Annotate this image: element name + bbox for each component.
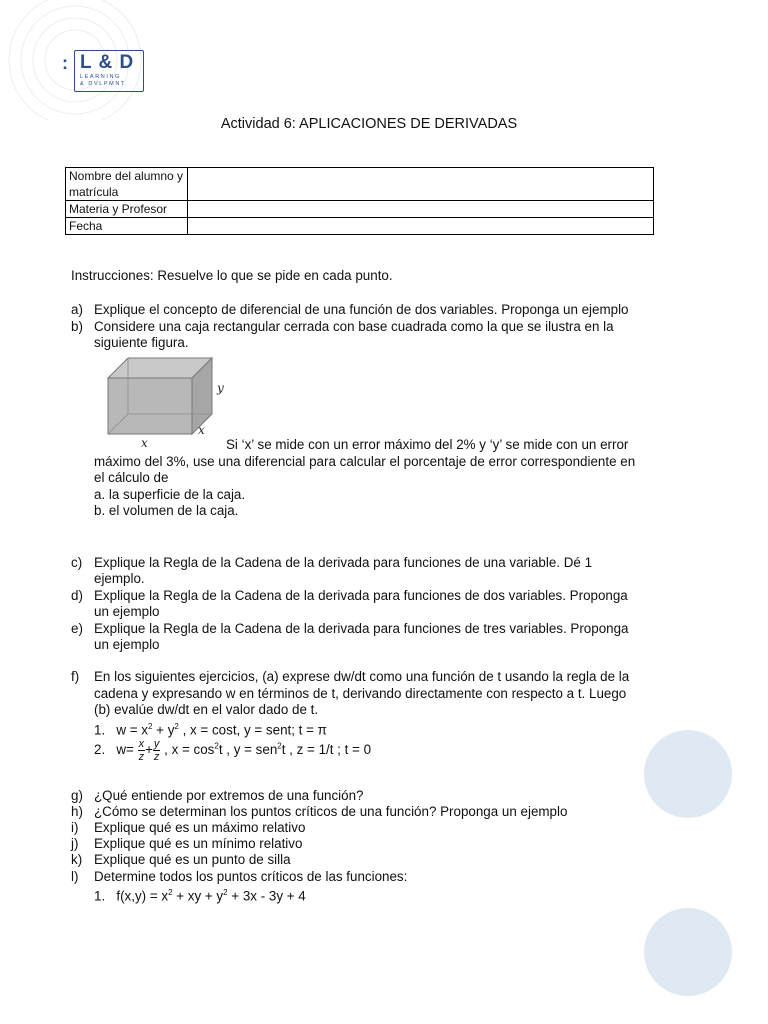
exercise-l1 bbox=[94, 885, 306, 905]
fraction-denominator: z bbox=[138, 751, 145, 763]
logo-sub-text bbox=[80, 74, 128, 87]
exponent: 2 bbox=[277, 741, 282, 751]
item-f-line: cadena y expresando w en términos de t, derivando directamente con respecto a t. Luego bbox=[94, 686, 627, 701]
item-h-line: ¿Cómo se determinan los puntos críticos de una función? Proponga un ejemplo bbox=[94, 804, 568, 819]
item-d-line: Explique la Regla de la Cadena de la derivada para funciones de dos variables. Proponga bbox=[94, 588, 628, 603]
exponent: 2 bbox=[174, 722, 179, 731]
formula-part: , x = cos bbox=[164, 742, 215, 758]
logo-box bbox=[74, 50, 144, 92]
table-label: Nombre del alumno y matrícula bbox=[66, 168, 188, 201]
formula-part: w = x bbox=[116, 722, 148, 738]
fraction-denominator: z bbox=[153, 751, 160, 763]
figure-label-x-front: x bbox=[141, 436, 148, 450]
formula-part: + y bbox=[152, 722, 175, 738]
exercise-number: 2. bbox=[94, 742, 106, 758]
fraction-numerator: y bbox=[153, 738, 160, 750]
exercise-number: 1. bbox=[94, 722, 106, 738]
formula-part: + bbox=[145, 742, 153, 758]
item-g-line: ¿Qué entiende por extremos de una función? bbox=[94, 788, 364, 803]
logo-sub-line2: & DVLPMNT. bbox=[80, 80, 129, 87]
item-b-line: b. el volumen de la caja. bbox=[94, 503, 239, 518]
item-c-line: Explique la Regla de la Cadena de la derivada para funciones de una variable. Dé 1 bbox=[94, 555, 593, 570]
item-k-line: Explique qué es un punto de silla bbox=[94, 852, 291, 867]
name-field[interactable] bbox=[188, 168, 654, 201]
exercise-f2 bbox=[94, 738, 371, 763]
formula-part: w= bbox=[116, 742, 134, 758]
item-marker: i) bbox=[71, 820, 79, 835]
instructions: Instrucciones: Resuelve lo que se pide en cada punto. bbox=[71, 268, 393, 283]
logo-sub-line1: LEARNING bbox=[80, 74, 121, 80]
fraction-numerator: x bbox=[138, 738, 145, 750]
item-c-line: ejemplo. bbox=[94, 571, 145, 586]
item-b-line: máximo del 3%, use una diferencial para calcular el porcentaje de error correspondiente en bbox=[94, 454, 636, 469]
formula-part: , x = cost, y = sent; t = π bbox=[178, 722, 327, 738]
table-row bbox=[66, 201, 654, 218]
formula-part: t , z = 1/t ; t = 0 bbox=[281, 742, 372, 758]
figure-label-x-side: x bbox=[198, 423, 205, 437]
item-marker: c) bbox=[71, 555, 83, 570]
exponent: 2 bbox=[214, 741, 219, 751]
table-row bbox=[66, 168, 654, 201]
item-marker: f) bbox=[71, 669, 80, 684]
table-row bbox=[66, 218, 654, 235]
item-e-line: Explique la Regla de la Cadena de la derivada para funciones de tres variables. Proponga bbox=[94, 621, 629, 636]
table-label: Materia y Profesor bbox=[66, 201, 188, 218]
item-b-line: siguiente figura. bbox=[94, 335, 189, 350]
figure-label-y: y bbox=[217, 381, 224, 395]
item-j-line: Explique qué es un mínimo relativo bbox=[94, 836, 303, 851]
item-b-line: a. la superficie de la caja. bbox=[94, 487, 246, 502]
item-marker: g) bbox=[71, 788, 83, 803]
exponent: 2 bbox=[223, 888, 228, 897]
formula-part: t , y = sen bbox=[218, 742, 278, 758]
item-marker: e) bbox=[71, 621, 83, 636]
formula-part: + 3x - 3y + 4 bbox=[227, 888, 306, 904]
table-label: Fecha bbox=[66, 218, 188, 235]
item-f-line: En los siguientes ejercicios, (a) exprese dw/dt como una función de t usando la regla de la bbox=[94, 669, 630, 684]
item-b-line: Si ‘x’ se mide con un error máximo del 2% y ‘y’ se mide con un error bbox=[226, 437, 629, 452]
exponent: 2 bbox=[168, 888, 173, 897]
item-marker: h) bbox=[71, 804, 83, 819]
item-i-line: Explique qué es un máximo relativo bbox=[94, 820, 306, 835]
item-marker: l) bbox=[71, 869, 79, 884]
item-d-line: un ejemplo bbox=[94, 604, 160, 619]
date-field[interactable] bbox=[188, 218, 654, 235]
item-marker: d) bbox=[71, 588, 83, 603]
box-figure bbox=[106, 356, 230, 452]
fraction-y-over-z bbox=[153, 738, 161, 763]
formula-part: f(x,y) = x bbox=[116, 888, 169, 904]
item-l-line: Determine todos los puntos críticos de las funciones: bbox=[94, 869, 408, 884]
page-title: Actividad 6: APLICACIONES DE DERIVADAS bbox=[220, 116, 518, 132]
decorative-circle bbox=[644, 730, 732, 818]
decorative-circle bbox=[644, 908, 732, 996]
item-b-line: el cálculo de bbox=[94, 470, 169, 485]
item-a-line: Explique el concepto de diferencial de una función de dos variables. Proponga un ejemplo bbox=[94, 302, 629, 317]
item-marker: j) bbox=[71, 836, 79, 851]
item-f-line: (b) evalúe dw/dt en el valor dado de t. bbox=[94, 702, 319, 717]
logo-colon: : bbox=[62, 53, 68, 73]
student-info-table bbox=[65, 167, 654, 235]
item-marker: k) bbox=[71, 852, 83, 867]
formula-part: + xy + y bbox=[172, 888, 224, 904]
fraction-x-over-z bbox=[138, 738, 146, 763]
exercise-f1 bbox=[94, 719, 327, 739]
exercise-number: 1. bbox=[94, 888, 106, 904]
item-marker: a) bbox=[71, 302, 83, 317]
exponent: 2 bbox=[147, 722, 153, 731]
item-e-line: un ejemplo bbox=[94, 637, 160, 652]
subject-field[interactable] bbox=[188, 201, 654, 218]
item-b-line: Considere una caja rectangular cerrada con base cuadrada como la que se ilustra en la bbox=[94, 319, 614, 334]
item-marker: b) bbox=[71, 319, 83, 334]
logo-main-text: L & D bbox=[80, 52, 135, 73]
